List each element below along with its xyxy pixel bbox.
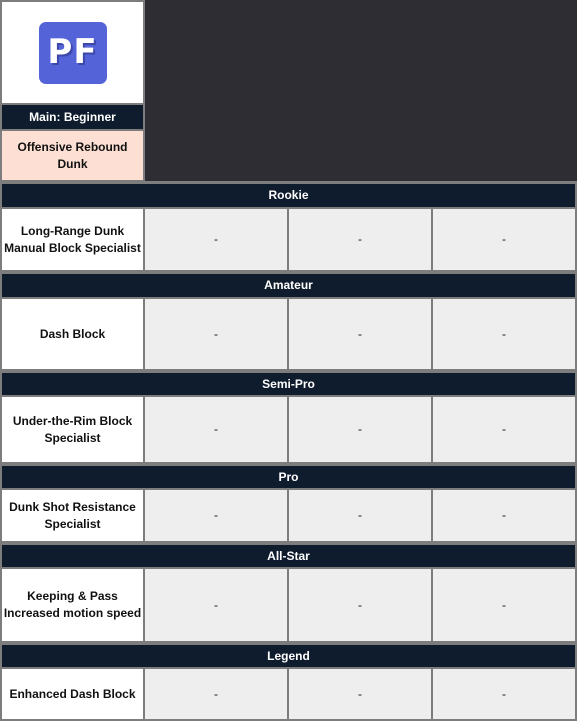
tier-skill-cell: [2, 569, 143, 641]
main-level-label: Main: Beginner: [2, 105, 143, 129]
skill-slot: -: [289, 490, 431, 541]
tier-skill-cell: [2, 490, 143, 541]
skill-line: Manual Block Specialist: [4, 240, 141, 255]
skill-slot: -: [289, 669, 431, 719]
logo-cell: [2, 2, 143, 103]
skill-slot: -: [289, 397, 431, 462]
skill-slot: -: [433, 397, 575, 462]
tier-header-all-star: All-Star: [2, 545, 575, 567]
skill-line: Specialist: [44, 516, 101, 531]
skill-line: Specialist: [44, 430, 101, 445]
tier-header-amateur: Amateur: [2, 274, 575, 297]
skill-slot: -: [289, 569, 431, 641]
logo-text: PF: [47, 32, 98, 72]
tier-header-rookie: Rookie: [2, 184, 575, 207]
tier-header-pro: Pro: [2, 466, 575, 488]
tier-skill-cell: [2, 209, 143, 270]
tier-header-semi-pro: Semi-Pro: [2, 373, 575, 395]
pf-logo-icon: [39, 22, 107, 84]
skill-line: Dash Block: [39, 326, 106, 341]
skill-slot: -: [145, 569, 287, 641]
tier-header-legend: Legend: [2, 645, 575, 667]
skill-line: Dunk Shot Resistance: [9, 499, 136, 514]
skill-slot: -: [433, 669, 575, 719]
skill-slot: -: [433, 299, 575, 369]
tier-skill-cell: [2, 669, 143, 719]
skill-slot: -: [433, 209, 575, 270]
skill-slot: -: [145, 209, 287, 270]
skill-slot: -: [289, 209, 431, 270]
skill-line: Under-the-Rim Block: [12, 413, 133, 428]
skill-line: Increased motion speed: [3, 606, 142, 620]
skill-line: Long-Range Dunk: [20, 223, 125, 238]
skill-slot: -: [145, 490, 287, 541]
top-right-empty-area: [145, 0, 577, 181]
skill-slot: -: [289, 299, 431, 369]
build-name-label: Offensive Rebound Dunk: [2, 131, 143, 180]
skill-slot: -: [145, 299, 287, 369]
skill-slot: -: [145, 397, 287, 462]
skill-slot: -: [433, 569, 575, 641]
skill-slot: -: [433, 490, 575, 541]
tier-skill-cell: [2, 299, 143, 369]
skill-line: Enhanced Dash Block: [9, 686, 136, 701]
tier-skill-cell: [2, 397, 143, 462]
skill-slot: -: [145, 669, 287, 719]
skill-line: Keeping & Pass: [27, 589, 118, 603]
